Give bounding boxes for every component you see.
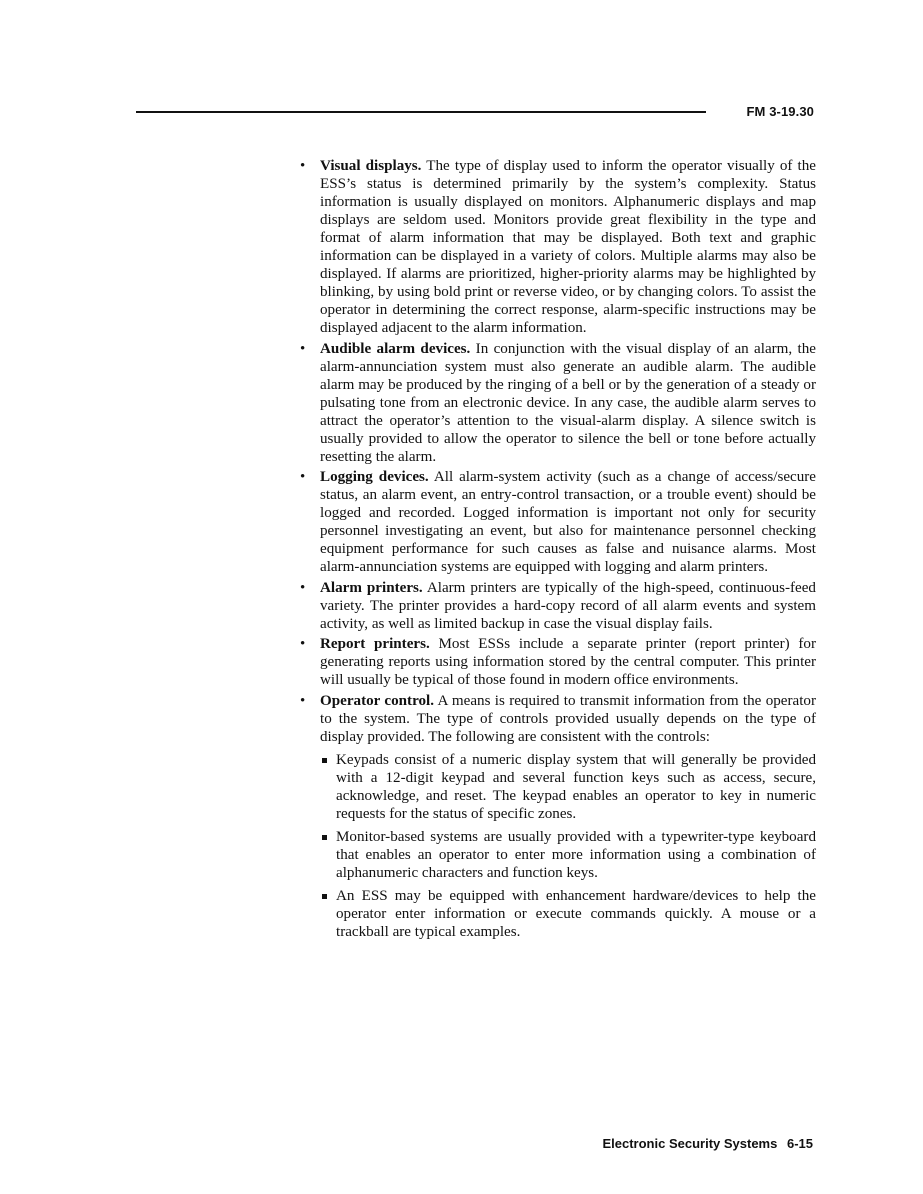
footer-title: Electronic Security Systems bbox=[602, 1136, 778, 1151]
page-body bbox=[297, 157, 816, 946]
item-term: Audible alarm devices. bbox=[320, 340, 471, 357]
list-item bbox=[297, 692, 816, 941]
bullet-icon: • bbox=[300, 340, 306, 357]
item-text: Most ESSs include a separate printer (report printer) for generating reports using information stored by the central computer. This printer will usually be typical of those found in modern office environments. bbox=[320, 636, 817, 688]
sub-list-item bbox=[320, 751, 816, 823]
bullet-icon: • bbox=[300, 158, 306, 174]
bullet-icon: • bbox=[300, 692, 306, 709]
item-term: Operator control. bbox=[320, 692, 435, 709]
sub-list-item bbox=[320, 828, 816, 882]
bullet-icon: • bbox=[300, 469, 306, 485]
item-text: A means is required to transmit information from the operator to the system. The type of controls provided usually depends on the type of display provided. The following are consistent with the controls: bbox=[320, 692, 816, 745]
list-item bbox=[297, 157, 816, 337]
item-text: All alarm-system activity (such as a change of access/secure status, an alarm event, an entry-control transaction, or a trouble event) should be logged and recorded. Logged information is important not only for security personnel investigating an event, but also for maintenance personnel checking equipment performance for such causes as false and nuisance alarms. Most alarm-annunciation systems are equipped with logging and alarm printers. bbox=[320, 469, 816, 575]
header-rule bbox=[136, 111, 706, 113]
list-item bbox=[297, 635, 816, 689]
sub-item-text: Keypads consist of a numeric display system that will generally be provided with a 12-digit keypad and several function keys such as access, secure, acknowledge, and reset. The keypad enables an operator to key in numeric requests for the status of specific zones. bbox=[336, 751, 816, 822]
item-term: Alarm printers. bbox=[320, 579, 423, 596]
sub-list bbox=[320, 751, 816, 941]
sub-item-text: An ESS may be equipped with enhancement hardware/devices to help the operator enter information or execute commands quickly. A mouse or a trackball are typical examples. bbox=[336, 887, 816, 940]
sub-item-text: Monitor-based systems are usually provided with a typewriter-type keyboard that enables an operator to enter more information using a combination of alphanumeric characters and function keys. bbox=[336, 828, 816, 881]
bullet-list bbox=[297, 157, 816, 941]
item-text: Alarm printers are typically of the high-speed, continuous-feed variety. The printer provides a hard-copy record of all alarm events and system activity, as well as limited backup in case the visual display fails. bbox=[320, 579, 816, 632]
item-term: Report printers. bbox=[320, 636, 430, 652]
bullet-icon: • bbox=[300, 636, 306, 652]
bullet-icon: • bbox=[300, 579, 306, 596]
square-bullet-icon bbox=[322, 835, 327, 840]
item-term: Visual displays. bbox=[320, 158, 422, 174]
item-term: Logging devices. bbox=[320, 469, 429, 485]
sub-list-item bbox=[320, 887, 816, 941]
item-text: The type of display used to inform the operator visually of the ESS’s status is determined primarily by the system’s complexity. Status information is usually displayed on monitors. Alphanumeric displays and map displays are seldom used. Monitors provide great flexibility in the type and format of alarm information that may be displayed. Both text and graphic information can be displayed in a variety of colors. Multiple alarms may also be displayed. If alarms are prioritized, higher-priority alarms may be highlighted by blinking, by using bold print or reverse video, or by changing colors. To assist the operator in determining the correct response, alarm-specific instructions may be displayed adjacent to the alarm information. bbox=[320, 158, 816, 336]
page-footer bbox=[602, 1136, 813, 1151]
square-bullet-icon bbox=[322, 758, 327, 763]
list-item bbox=[297, 579, 816, 633]
square-bullet-icon bbox=[322, 894, 327, 899]
list-item bbox=[297, 340, 816, 466]
item-text: In conjunction with the visual display of an alarm, the alarm-annunciation system must also generate an audible alarm. The audible alarm may be produced by the ringing of a bell or by the generation of a steady or pulsating tone from an electronic device. In any case, the audible alarm serves to attract the operator’s attention to the visual-alarm display. A silence switch is usually provided to allow the operator to silence the bell or tone before actually resetting the alarm. bbox=[320, 340, 816, 465]
page-number: 6-15 bbox=[786, 1136, 813, 1151]
list-item bbox=[297, 468, 816, 576]
document-id: FM 3-19.30 bbox=[746, 104, 814, 119]
